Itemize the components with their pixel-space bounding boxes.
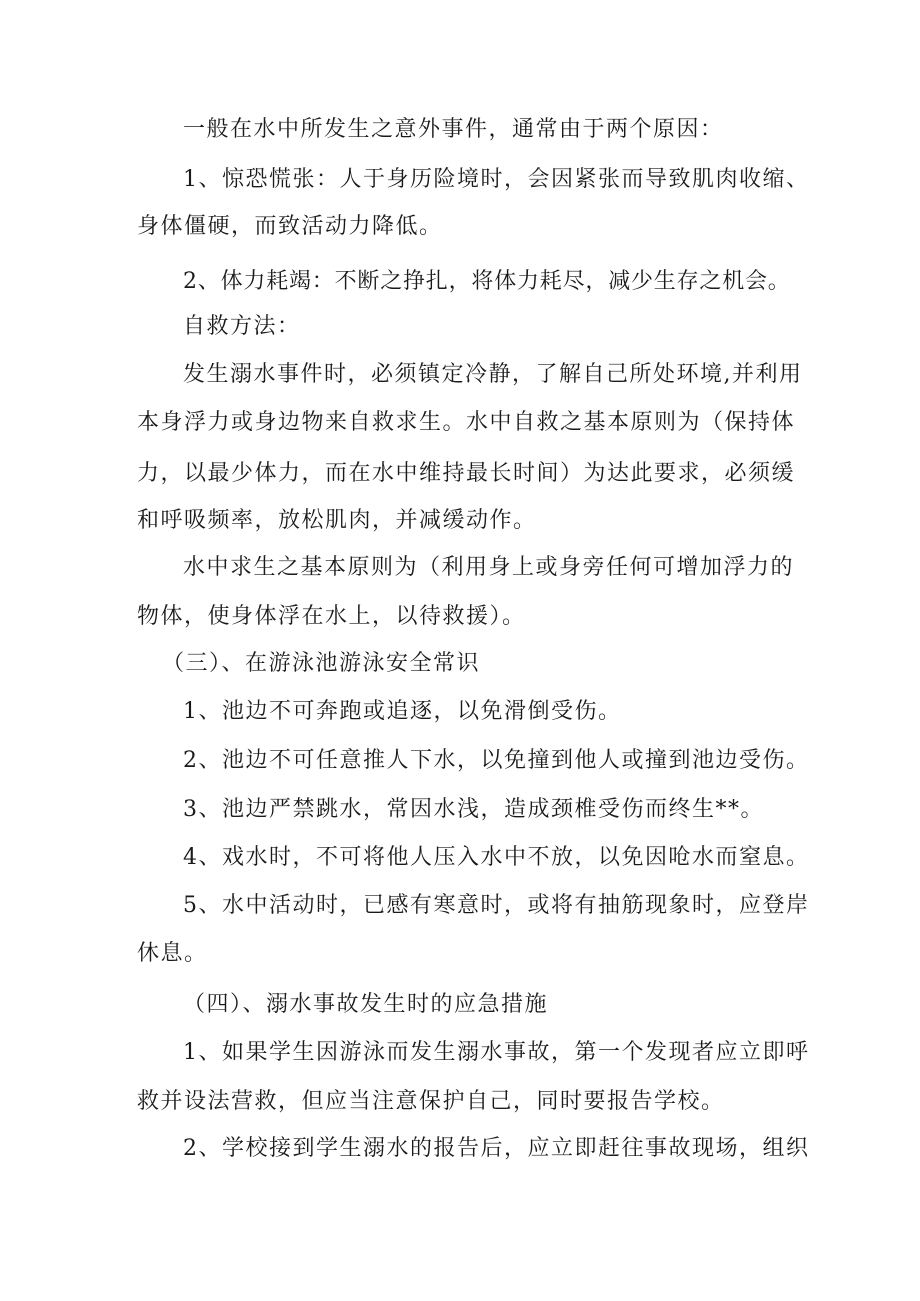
emergency-measure-1-continued: 救并设法营救，但应当注意保护自己，同时要报告学校。 (137, 1089, 725, 1114)
paragraph-self-rescue-line-2: 本身浮力或身边物来自救求生。水中自救之基本原则为（保持体 (137, 410, 796, 435)
pool-rule-5-continued: 休息。 (137, 941, 208, 966)
paragraph-self-rescue-line-1: 发生溺水事件时，必须镇定冷静，了解自己所处环境,并利用 (183, 362, 803, 387)
paragraph-survival-line-1: 水中求生之基本原则为（利用身上或身旁任何可增加浮力的 (183, 555, 795, 580)
pool-rule-4: 4、戏水时，不可将他人压入水中不放，以免因呛水而窒息。 (183, 845, 810, 870)
section-heading-emergency-measures: （四）、溺水事故发生时的应急措施 (183, 992, 549, 1017)
pool-rule-1: 1、池边不可奔跑或追逐，以免滑倒受伤。 (183, 699, 622, 724)
paragraph-self-rescue-line-4: 和呼吸频率，放松肌肉，并减缓动作。 (137, 508, 537, 533)
list-item-panic: 1、惊恐慌张：人于身历险境时，会因紧张而导致肌肉收缩、 (183, 167, 810, 192)
pool-rule-3: 3、池边严禁跳水，常因水浅，造成颈椎受伤而终生**。 (183, 797, 764, 822)
paragraph-survival-line-2: 物体，使身体浮在水上，以待救援）。 (137, 604, 526, 629)
section-heading-pool-safety: （三）、在游泳池游泳安全常识 (162, 651, 481, 676)
emergency-measure-1: 1、如果学生因游泳而发生溺水事故，第一个发现者应立即呼 (183, 1040, 810, 1065)
paragraph-self-rescue-line-3: 力，以最少体力，而在水中维持最长时间）为达此要求，必须缓 (137, 461, 796, 486)
emergency-measure-2: 2、学校接到学生溺水的报告后，应立即赶往事故现场，组织 (183, 1136, 810, 1161)
list-item-exhaustion: 2、体力耗竭：不断之挣扎，将体力耗尽，减少生存之机会。 (183, 269, 791, 294)
paragraph-intro: 一般在水中所发生之意外事件，通常由于两个原因： (183, 117, 724, 142)
pool-rule-2: 2、池边不可任意推人下水，以免撞到他人或撞到池边受伤。 (183, 748, 810, 773)
section-label-self-rescue: 自救方法： (183, 314, 301, 339)
pool-rule-5: 5、水中活动时，已感有寒意时，或将有抽筋现象时，应登岸 (183, 893, 810, 918)
list-item-panic-continued: 身体僵硬，而致活动力降低。 (137, 214, 443, 239)
